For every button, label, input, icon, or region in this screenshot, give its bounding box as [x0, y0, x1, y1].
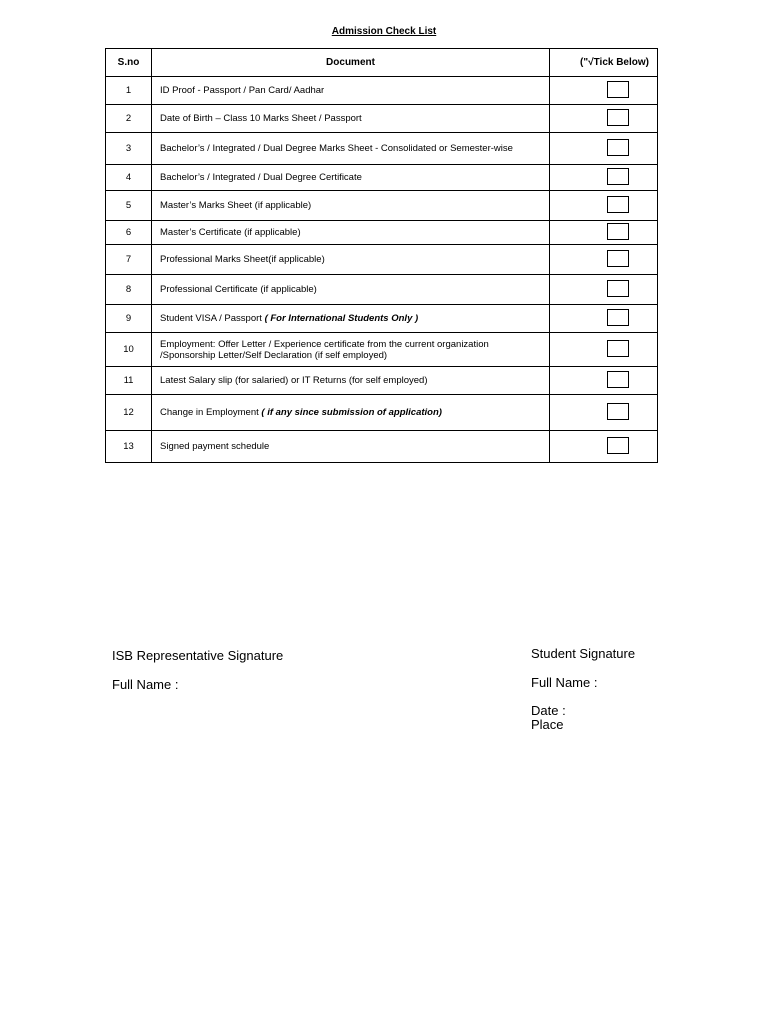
- row-document-text: Bachelor’s / Integrated / Dual Degree Certificate: [160, 172, 362, 183]
- row-tick-cell: [550, 333, 658, 367]
- isb-fullname-label: Full Name :: [112, 677, 179, 692]
- row-document-emphasis: ( if any since submission of application): [261, 407, 442, 418]
- page-title: Admission Check List: [331, 26, 437, 37]
- tick-checkbox[interactable]: [607, 109, 629, 126]
- table-row: [106, 133, 658, 165]
- row-document-text: Signed payment schedule: [160, 441, 270, 452]
- row-number: 13: [106, 431, 152, 463]
- row-document: [152, 221, 550, 245]
- table-row: [106, 221, 658, 245]
- row-tick-cell: [550, 221, 658, 245]
- row-document-text: Student VISA / Passport: [160, 313, 265, 324]
- row-document-text: Latest Salary slip (for salaried) or IT Returns (for self employed): [160, 375, 428, 386]
- tick-checkbox[interactable]: [607, 280, 629, 297]
- row-tick-cell: [550, 367, 658, 395]
- tick-checkbox[interactable]: [607, 371, 629, 388]
- tick-checkbox[interactable]: [607, 309, 629, 326]
- row-number: 6: [106, 221, 152, 245]
- row-document: [152, 77, 550, 105]
- tick-checkbox[interactable]: [607, 223, 629, 240]
- row-document-text: Date of Birth – Class 10 Marks Sheet / Passport: [160, 113, 362, 124]
- table-row: [106, 77, 658, 105]
- row-document: [152, 333, 550, 367]
- row-document: [152, 305, 550, 333]
- table-row: [106, 395, 658, 431]
- header-sno: S.no: [106, 49, 152, 77]
- row-tick-cell: [550, 133, 658, 165]
- admission-checklist-table: [105, 48, 658, 463]
- table-row: [106, 105, 658, 133]
- table-row: [106, 431, 658, 463]
- row-document-text: Bachelor’s / Integrated / Dual Degree Marks Sheet - Consolidated or Semester-wise: [160, 143, 513, 154]
- tick-checkbox[interactable]: [607, 403, 629, 420]
- row-number: 8: [106, 275, 152, 305]
- isb-signature-label: ISB Representative Signature: [112, 648, 284, 663]
- row-tick-cell: [550, 245, 658, 275]
- row-document-text: Professional Marks Sheet(if applicable): [160, 254, 325, 265]
- row-document-text: Professional Certificate (if applicable): [160, 284, 317, 295]
- row-document: [152, 367, 550, 395]
- tick-checkbox[interactable]: [607, 437, 629, 454]
- row-tick-cell: [550, 105, 658, 133]
- table-row: [106, 333, 658, 367]
- table-row: [106, 191, 658, 221]
- row-document: [152, 105, 550, 133]
- row-number: 10: [106, 333, 152, 367]
- row-tick-cell: [550, 395, 658, 431]
- row-document: [152, 165, 550, 191]
- row-document-text: ID Proof - Passport / Pan Card/ Aadhar: [160, 85, 325, 96]
- table-row: [106, 367, 658, 395]
- row-document-text: Employment: Offer Letter / Experience certificate from the current organization /Sponsorship Letter/Self Declaration (if self employed): [160, 338, 489, 361]
- row-number: 4: [106, 165, 152, 191]
- row-document: [152, 395, 550, 431]
- row-number: 2: [106, 105, 152, 133]
- row-tick-cell: [550, 275, 658, 305]
- row-document-text: Master’s Certificate (if applicable): [160, 227, 301, 238]
- table-header-row: [106, 49, 658, 77]
- row-number: 9: [106, 305, 152, 333]
- tick-checkbox[interactable]: [607, 81, 629, 98]
- row-tick-cell: [550, 165, 658, 191]
- row-number: 5: [106, 191, 152, 221]
- row-document: [152, 245, 550, 275]
- row-tick-cell: [550, 191, 658, 221]
- row-document-text: Master’s Marks Sheet (if applicable): [160, 200, 312, 211]
- tick-checkbox[interactable]: [607, 139, 629, 156]
- tick-checkbox[interactable]: [607, 168, 629, 185]
- row-number: 12: [106, 395, 152, 431]
- row-document: [152, 191, 550, 221]
- tick-checkbox[interactable]: [607, 340, 629, 357]
- tick-checkbox[interactable]: [607, 250, 629, 267]
- place-label: Place: [531, 717, 564, 732]
- row-tick-cell: [550, 305, 658, 333]
- row-number: 7: [106, 245, 152, 275]
- row-document: [152, 275, 550, 305]
- student-signature-label: Student Signature: [531, 646, 636, 661]
- row-number: 1: [106, 77, 152, 105]
- row-number: 3: [106, 133, 152, 165]
- student-fullname-label: Full Name :: [531, 675, 598, 690]
- header-document: Document: [152, 49, 550, 77]
- row-document-emphasis: ( For International Students Only ): [264, 313, 419, 324]
- row-number: 11: [106, 367, 152, 395]
- date-label: Date :: [531, 703, 566, 718]
- row-tick-cell: [550, 431, 658, 463]
- tick-checkbox[interactable]: [607, 196, 629, 213]
- table-row: [106, 165, 658, 191]
- table-row: [106, 305, 658, 333]
- row-tick-cell: [550, 77, 658, 105]
- row-document: [152, 431, 550, 463]
- table-row: [106, 275, 658, 305]
- row-document-text: Change in Employment: [160, 407, 262, 418]
- table-row: [106, 245, 658, 275]
- row-document: [152, 133, 550, 165]
- header-tick: ("√Tick Below): [550, 49, 658, 77]
